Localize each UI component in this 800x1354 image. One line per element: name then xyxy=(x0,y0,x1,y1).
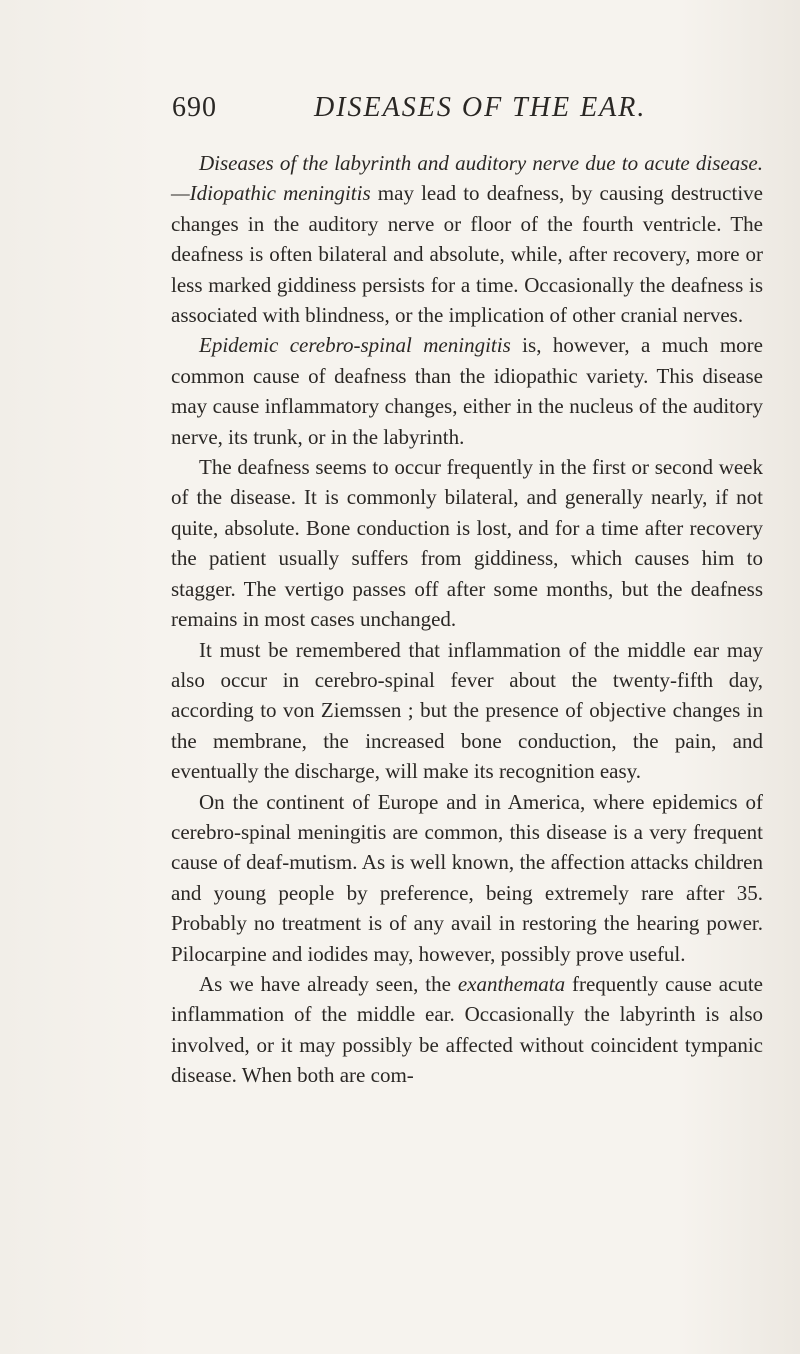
exanthemata-term: exanthemata xyxy=(457,971,566,996)
paragraph-epidemic-meningitis xyxy=(171,330,763,452)
page-header xyxy=(172,92,732,132)
running-head: DISEASES OF THE EAR. xyxy=(314,92,647,123)
paragraph-middle-ear: It must be remembered that inflammation of the middle ear may also occur in cerebro-spinal fever about the twenty-fifth day, according to von Ziemssen ; but the presence of objective changes in the membrane, the increased bone conduction, the pain, and eventually the discharge, will make its recognition easy. xyxy=(171,637,763,784)
paragraph-exanthemata xyxy=(171,969,763,1091)
idiopathic-meningitis-term: —Idiopathic meningitis xyxy=(171,181,371,206)
paragraph-deafness-onset: The deafness seems to occur frequently in the first or second week of the disease. It is commonly bilateral, and generally nearly, if not quite, absolute. Bone conduction is lost, and for a time after recovery the patient usually suffers from giddiness, which causes him to stagger. The vertigo passes off after some months, but the deafness remains in most cases unchanged. xyxy=(171,455,763,632)
paragraph-deaf-mutism: On the continent of Europe and in America, where epidemics of cerebro-spinal meningitis are common, this disease is a very frequent cause of deaf-mutism. As is well known, the affection attacks children and young people by preference, being extremely rare after 35. Probably no treatment is of any avail in restoring the hearing power. Pilocarpine and iodides may, however, possibly prove useful. xyxy=(171,789,763,966)
paragraph-labyrinth-disease xyxy=(171,148,763,330)
page-number: 690 xyxy=(172,92,217,123)
section-heading: Diseases of the labyrinth and auditory nerve due to acute disease. xyxy=(199,151,763,175)
body-text xyxy=(171,148,763,1091)
paragraph-text: frequently cause acute inflammation of the middle ear. Occasionally the labyrinth is also involved, or it may possibly be affected without coincident tympanic disease. When both are com- xyxy=(171,971,763,1088)
paragraph-text: is, however, a much more common cause of deafness than the idiopathic variety. This disease may cause inflammatory changes, either in the nucleus of the auditory nerve, its trunk, or in the labyrinth. xyxy=(171,333,763,449)
paragraph-text: As we have already seen, the xyxy=(199,971,458,996)
epidemic-meningitis-term: Epidemic cerebro-spinal meningitis xyxy=(199,333,511,358)
paragraph-text: may lead to deafness, by causing destructive changes in the auditory nerve or floor of the fourth ventricle. The deafness is often bilateral and absolute, while, after recovery, more or less marked giddiness persists for a time. Occasionally the deafness is associated with blindness, or the implication of other cranial nerves. xyxy=(171,181,763,328)
